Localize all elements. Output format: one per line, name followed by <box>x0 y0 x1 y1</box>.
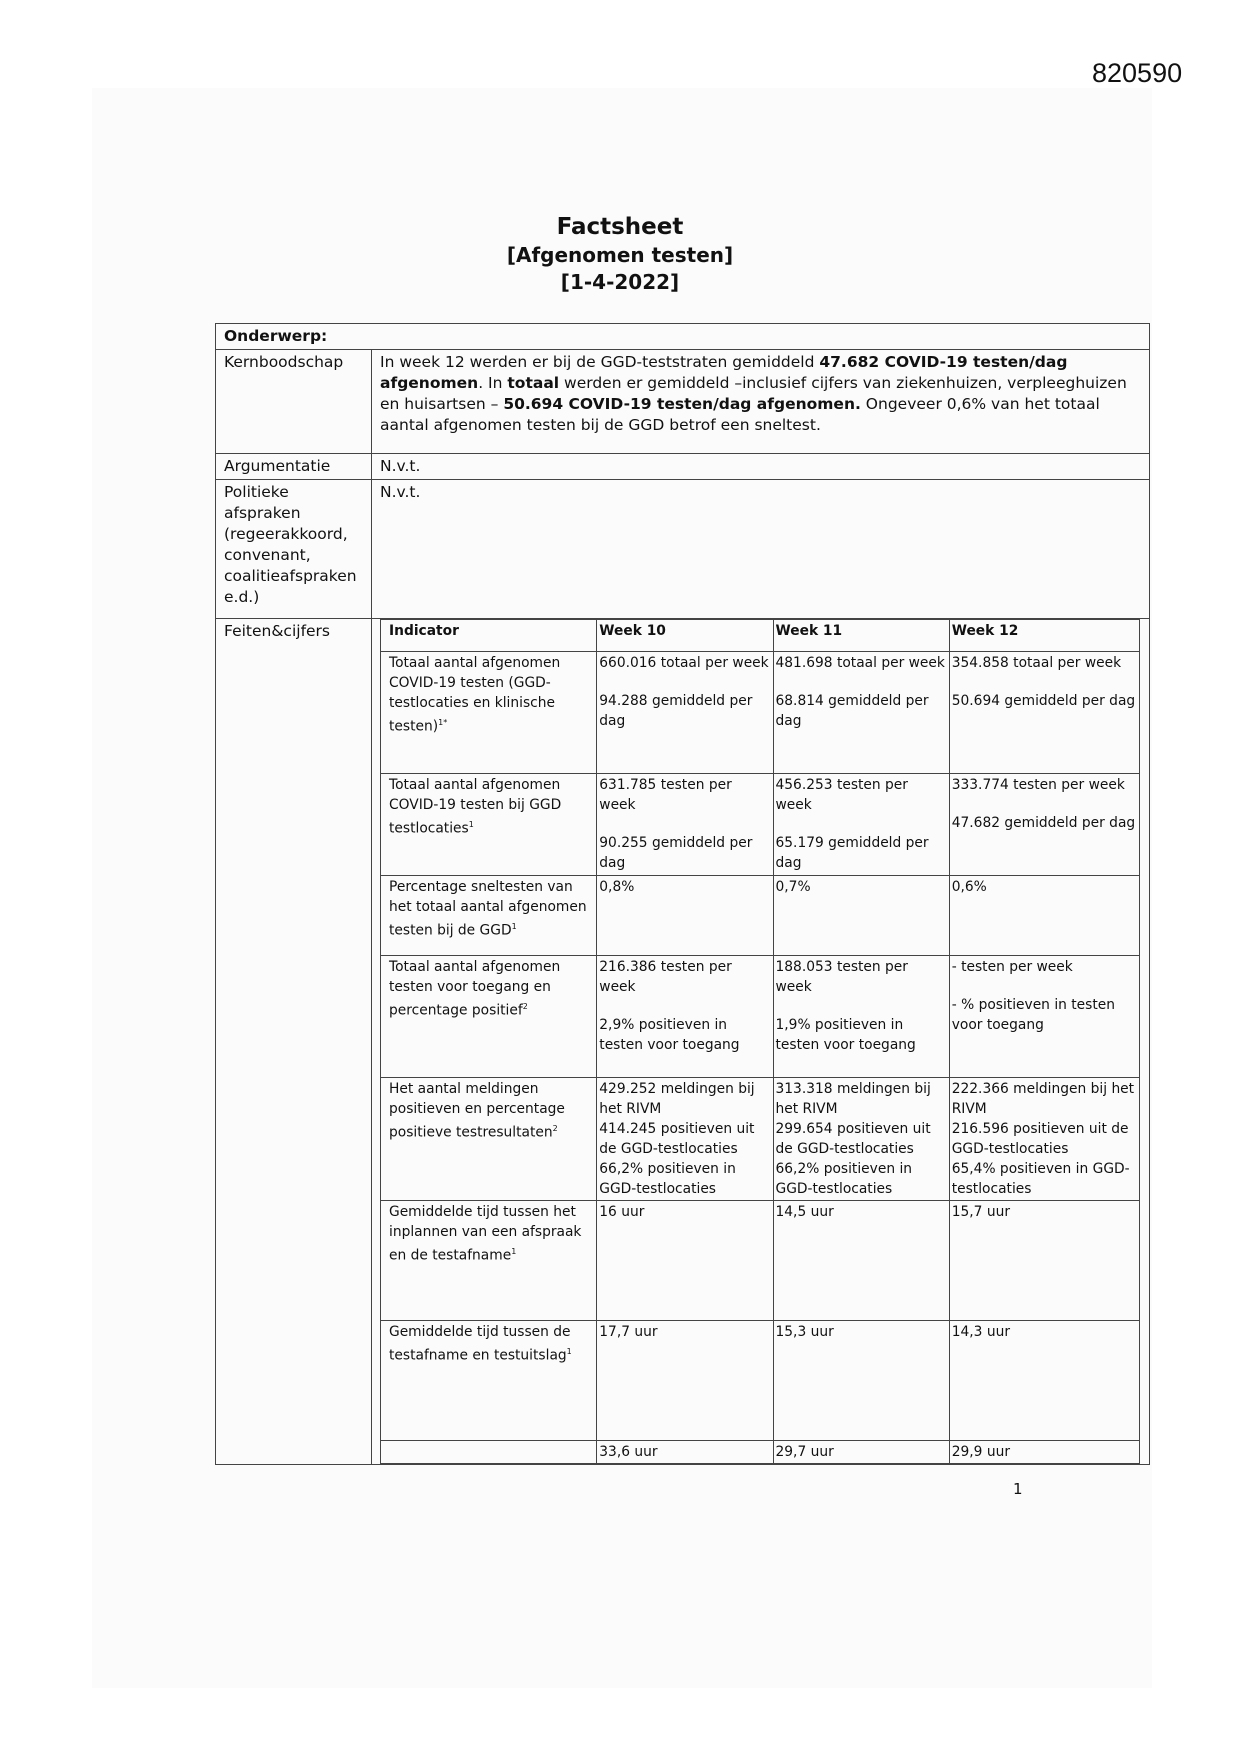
week-11-cell <box>773 1441 949 1464</box>
cell-value: 216.596 positieven uit de GGD-testlocaties <box>951 1121 1129 1157</box>
cell-value: - testen per week <box>951 959 1073 975</box>
indicator-text: Totaal aantal afgenomen COVID-19 testen (GGD-testlocaties en klinische testen) <box>389 655 561 735</box>
week-11-cell <box>773 956 949 1078</box>
week-10-cell <box>597 1078 773 1201</box>
week-12-cell <box>949 1441 1139 1464</box>
kern-text-1: In week 12 werden er bij de GGD-teststraten gemiddeld <box>380 353 820 371</box>
politieke-value: N.v.t. <box>372 480 1150 619</box>
cell-value: 16 uur <box>599 1204 645 1220</box>
indicator-row <box>381 1201 1140 1321</box>
week-11-cell <box>773 1078 949 1201</box>
indicator-text: Percentage sneltesten van het totaal aantal afgenomen testen bij de GGD <box>389 879 587 939</box>
argumentatie-value: N.v.t. <box>372 454 1150 480</box>
indicator-cell <box>381 1441 597 1464</box>
page-subtitle-topic: [Afgenomen testen] <box>506 243 734 267</box>
indicator-table <box>380 619 1140 1464</box>
indicator-cell <box>381 1201 597 1321</box>
kern-bold-1: 47.682 COVID-19 testen/dag afgenomen <box>380 353 1068 392</box>
cell-value: 50.694 gemiddeld per dag <box>951 693 1136 709</box>
argumentatie-label: Argumentatie <box>216 454 372 480</box>
cell-value: 94.288 gemiddeld per dag <box>599 693 753 729</box>
cell-value: 0,7% <box>775 879 811 895</box>
kern-bold-2: totaal <box>507 374 560 392</box>
week-12-cell <box>949 956 1139 1078</box>
cell-value: 0,6% <box>951 879 987 895</box>
cell-value: 15,3 uur <box>775 1324 834 1340</box>
week-10-cell <box>597 876 773 956</box>
indicator-header-row <box>381 620 1140 652</box>
indicator-text: Gemiddelde tijd tussen het inplannen van een afspraak en de testafname <box>389 1204 582 1264</box>
kern-text-4: Ongeveer 0,6% van het totaal aantal afgenomen testen bij de GGD betrof een sneltest. <box>380 395 1100 434</box>
cell-value: 66,2% positieven in GGD-testlocaties <box>775 1161 913 1197</box>
indicator-row <box>381 1078 1140 1201</box>
cell-value: 14,3 uur <box>951 1324 1010 1340</box>
cell-value: 631.785 testen per week <box>599 777 732 813</box>
document-id: 820590 <box>1092 58 1183 88</box>
footnote-marker: 1 <box>511 922 517 931</box>
header-week-12: Week 12 <box>949 620 1139 652</box>
cell-value: 313.318 meldingen bij het RIVM <box>775 1081 931 1117</box>
kern-text-2: . In <box>478 374 508 392</box>
cell-value: 1,9% positieven in testen voor toegang <box>775 1017 916 1053</box>
week-12-cell <box>949 652 1139 774</box>
cell-value: 90.255 gemiddeld per dag <box>599 835 753 871</box>
footnote-marker: 2 <box>522 1002 528 1011</box>
page-title: Factsheet <box>556 214 684 240</box>
week-12-cell <box>949 774 1139 876</box>
page-subtitle-date: [1-4-2022] <box>560 270 680 294</box>
onderwerp-label: Onderwerp: <box>216 324 1150 350</box>
kern-bold-3: 50.694 COVID-19 testen/dag afgenomen. <box>503 395 861 413</box>
feiten-label: Feiten&cijfers <box>216 619 372 1465</box>
indicator-row <box>381 652 1140 774</box>
week-11-cell <box>773 1321 949 1441</box>
week-10-cell <box>597 652 773 774</box>
week-10-cell <box>597 956 773 1078</box>
feiten-cell <box>372 619 1150 1465</box>
indicator-cell <box>381 1321 597 1441</box>
week-12-cell <box>949 1321 1139 1441</box>
indicator-cell <box>381 652 597 774</box>
factsheet-table <box>215 323 1150 1465</box>
indicator-cell <box>381 956 597 1078</box>
footnote-marker: 1* <box>438 718 448 727</box>
week-10-cell <box>597 1201 773 1321</box>
week-12-cell <box>949 1078 1139 1201</box>
footnote-marker: 2 <box>552 1124 558 1133</box>
cell-value: - % positieven in testen voor toegang <box>951 997 1116 1033</box>
cell-value: 222.366 meldingen bij het RIVM <box>951 1081 1135 1117</box>
indicator-row <box>381 1441 1140 1464</box>
header-week-10: Week 10 <box>597 620 773 652</box>
cell-value: 65,4% positieven in GGD-testlocaties <box>951 1161 1130 1197</box>
cell-value: 0,8% <box>599 879 635 895</box>
kernboodschap-text <box>372 350 1150 454</box>
page-number: 1 <box>1013 1480 1023 1498</box>
cell-value: 456.253 testen per week <box>775 777 908 813</box>
footnote-marker: 1 <box>566 1347 572 1356</box>
indicator-row <box>381 774 1140 876</box>
week-11-cell <box>773 1201 949 1321</box>
week-11-cell <box>773 652 949 774</box>
cell-value: 414.245 positieven uit de GGD-testlocaties <box>599 1121 755 1157</box>
indicator-text: Totaal aantal afgenomen testen voor toegang en percentage positief <box>389 959 561 1019</box>
week-11-cell <box>773 876 949 956</box>
politieke-label: Politieke afspraken (regeerakkoord, convenant, coalitieafspraken e.d.) <box>216 480 372 619</box>
cell-value: 660.016 totaal per week <box>599 655 769 671</box>
header-indicator: Indicator <box>381 620 597 652</box>
cell-value: 29,9 uur <box>951 1444 1010 1460</box>
cell-value: 216.386 testen per week <box>599 959 732 995</box>
footnote-marker: 1 <box>511 1247 517 1256</box>
indicator-text: Totaal aantal afgenomen COVID-19 testen bij GGD testlocaties <box>389 777 562 837</box>
cell-value: 299.654 positieven uit de GGD-testlocaties <box>775 1121 931 1157</box>
week-10-cell <box>597 1321 773 1441</box>
cell-value: 429.252 meldingen bij het RIVM <box>599 1081 755 1117</box>
cell-value: 29,7 uur <box>775 1444 834 1460</box>
footnote-marker: 1 <box>468 820 474 829</box>
title-block <box>440 213 800 296</box>
cell-value: 354.858 totaal per week <box>951 655 1122 671</box>
cell-value: 481.698 totaal per week <box>775 655 945 671</box>
indicator-text: Gemiddelde tijd tussen de testafname en testuitslag <box>389 1324 571 1364</box>
kernboodschap-label: Kernboodschap <box>216 350 372 454</box>
week-10-cell <box>597 774 773 876</box>
cell-value: 66,2% positieven in GGD-testlocaties <box>599 1161 736 1197</box>
indicator-text: Het aantal meldingen positieven en percentage positieve testresultaten <box>389 1081 565 1141</box>
cell-value: 68.814 gemiddeld per dag <box>775 693 929 729</box>
indicator-cell <box>381 774 597 876</box>
week-10-cell <box>597 1441 773 1464</box>
cell-value: 47.682 gemiddeld per dag <box>951 815 1136 831</box>
cell-value: 65.179 gemiddeld per dag <box>775 835 929 871</box>
week-12-cell <box>949 1201 1139 1321</box>
week-12-cell <box>949 876 1139 956</box>
cell-value: 333.774 testen per week <box>951 777 1125 793</box>
cell-value: 15,7 uur <box>951 1204 1010 1220</box>
indicator-row <box>381 1321 1140 1441</box>
week-11-cell <box>773 774 949 876</box>
cell-value: 17,7 uur <box>599 1324 658 1340</box>
indicator-cell <box>381 1078 597 1201</box>
indicator-row <box>381 876 1140 956</box>
kern-text-3: werden er gemiddeld –inclusief cijfers van ziekenhuizen, verpleeghuizen en huisartsen – <box>380 374 1127 413</box>
header-week-11: Week 11 <box>773 620 949 652</box>
cell-value: 188.053 testen per week <box>775 959 908 995</box>
indicator-cell <box>381 876 597 956</box>
cell-value: 14,5 uur <box>775 1204 834 1220</box>
cell-value: 33,6 uur <box>599 1444 658 1460</box>
cell-value: 2,9% positieven in testen voor toegang <box>599 1017 740 1053</box>
indicator-row <box>381 956 1140 1078</box>
